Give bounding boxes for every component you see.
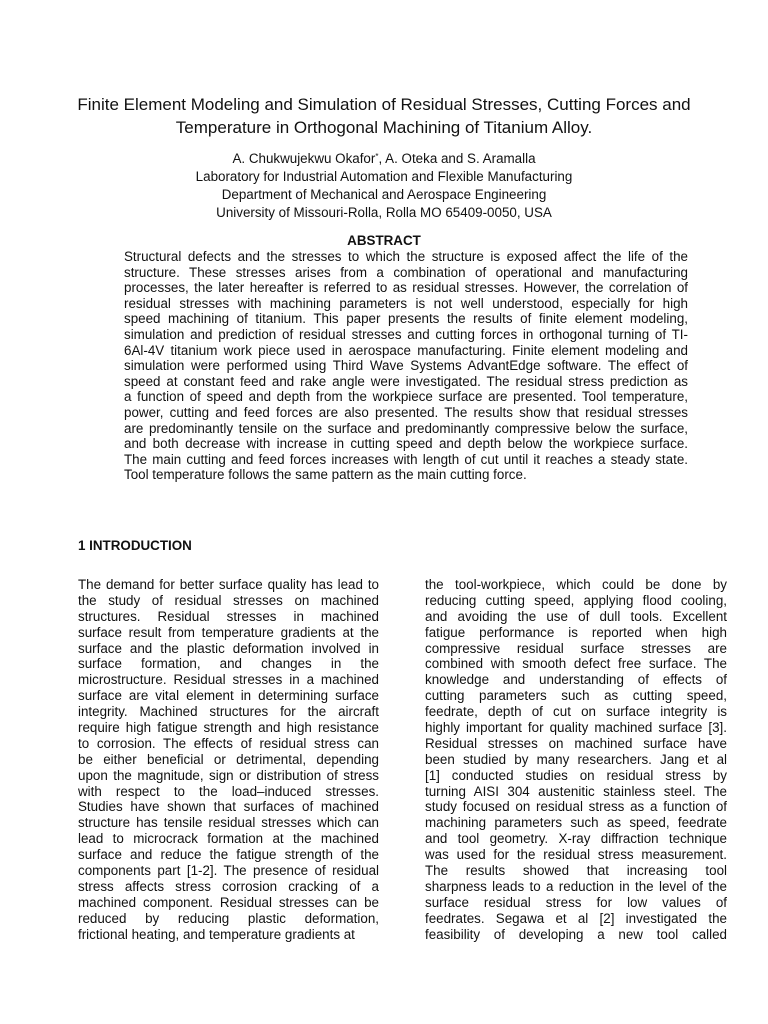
abstract-line: Tool temperature follows the same pattern as the main cutting force. xyxy=(124,467,527,483)
body-line: integrity. Machined structures for the aircraft xyxy=(78,704,379,720)
body-line: and tool geometry. X-ray diffraction technique xyxy=(425,831,727,847)
body-line: surface and reduce the fatigue strength of the xyxy=(78,847,379,863)
body-line: was used for the residual stress measurement. xyxy=(425,847,727,863)
abstract-line: speed at constant feed and rake angle were investigated. The residual stress prediction as xyxy=(124,373,688,389)
body-line: [1] conducted studies on residual stress by xyxy=(425,767,727,783)
abstract-body xyxy=(124,249,688,483)
body-line: surface are vital element in determining surface xyxy=(78,688,379,704)
author-primary: A. Chukwujekwu Okafor xyxy=(232,151,376,166)
affiliation-lab: Laboratory for Industrial Automation and Flexible Manufacturing xyxy=(195,169,573,184)
abstract-line: processes, the later hereafter is referred to as residual stresses. However, the correlation of xyxy=(124,280,688,296)
body-line: feedrates. Segawa et al [2] investigated the xyxy=(425,910,727,926)
body-line: surface and the plastic deformation involved in xyxy=(78,640,379,656)
author-others: , A. Oteka and S. Aramalla xyxy=(378,151,536,166)
body-line: the study of residual stresses on machined xyxy=(78,592,379,608)
abstract-line: and both decrease with increase in cutting speed and depth below the workpiece surface. xyxy=(124,436,688,452)
body-line: feasibility of developing a new tool called xyxy=(425,926,727,942)
body-line: highly important for quality machined surface [3]. xyxy=(425,720,727,736)
title-line-1: Finite Element Modeling and Simulation of Residual Stresses, Cutting Forces and xyxy=(77,95,691,114)
abstract-line: The main cutting and feed forces increases with length of cut until it reaches a steady state. xyxy=(124,451,688,467)
body-line: microstructure. Residual stresses in a machined xyxy=(78,672,379,688)
body-line: components part [1-2]. The presence of residual xyxy=(78,863,379,879)
abstract-line: speed machining of titanium. This paper presents the results of finite element modeling, xyxy=(124,311,688,327)
body-line: fatigue performance is reported when high xyxy=(425,624,727,640)
body-line: combined with smooth defect free surface. The xyxy=(425,656,727,672)
body-line: frictional heating, and temperature gradients at xyxy=(78,926,355,942)
body-line: structure has tensile residual stresses which can xyxy=(78,815,379,831)
abstract-line: 6Al-4V titanium work piece used in aerospace manufacturing. Finite element modeling and xyxy=(124,342,688,358)
body-line: compressive residual surface stresses are xyxy=(425,640,727,656)
body-line: The demand for better surface quality has lead to xyxy=(78,577,379,592)
body-line: surface residual stress for low values of xyxy=(425,894,727,910)
body-line: surface formation, and changes in the xyxy=(78,656,379,672)
body-line: require high fatigue strength and high resistance xyxy=(78,720,379,736)
body-line: upon the magnitude, sign or distribution of stress xyxy=(78,767,379,783)
body-line: and avoiding the use of dull tools. Excellent xyxy=(425,608,727,624)
abstract-line: are predominantly tensile on the surface and predominantly compressive below the surface, xyxy=(124,420,688,436)
body-line: reduced by reducing plastic deformation, xyxy=(78,910,379,926)
body-line: been studied by many researchers. Jang et al xyxy=(425,751,727,767)
body-line: feedrate, depth of cut on surface integrity is xyxy=(425,704,727,720)
paper-title xyxy=(60,93,708,139)
body-line: knowledge and understanding of effects of xyxy=(425,672,727,688)
body-line: The results showed that increasing tool xyxy=(425,863,727,879)
abstract-line: a function of speed and depth from the workpiece surface are presented. Tool temperature, xyxy=(124,389,688,405)
body-line: lead to microcrack formation at the machined xyxy=(78,831,379,847)
body-line: structures. Residual stresses in machined xyxy=(78,608,379,624)
body-line: stress affects stress corrosion cracking of a xyxy=(78,878,379,894)
body-line: study focused on residual stress as a function of xyxy=(425,799,727,815)
body-line: the tool-workpiece, which could be done by xyxy=(425,577,727,592)
abstract-line: power, cutting and feed forces are also presented. The results show that residual stresses xyxy=(124,404,688,420)
body-line: reducing cutting speed, applying flood cooling, xyxy=(425,592,727,608)
body-line: Studies have shown that surfaces of machined xyxy=(78,799,379,815)
introduction-left-column xyxy=(78,577,379,942)
abstract-line: Structural defects and the stresses to which the structure is exposed affect the life of the xyxy=(124,249,688,264)
corresponding-author-mark: * xyxy=(375,152,379,161)
affiliation-department: Department of Mechanical and Aerospace Engineering xyxy=(221,187,547,202)
body-line: to corrosion. The effects of residual stress can xyxy=(78,735,379,751)
affiliation-university: University of Missouri-Rolla, Rolla MO 65409-0050, USA xyxy=(216,205,552,220)
body-line: be either beneficial or detrimental, depending xyxy=(78,751,379,767)
body-line: surface result from temperature gradients at the xyxy=(78,624,379,640)
abstract-heading: ABSTRACT xyxy=(347,233,421,248)
abstract-line: simulation and prediction of residual stresses and cutting forces in orthogonal turning of TI- xyxy=(124,326,688,342)
body-line: Residual stresses on machined surface have xyxy=(425,735,727,751)
abstract-line: residual stresses with machining parameters is not well understood, especially for high xyxy=(124,295,688,311)
body-line: with respect to the load–induced stresses. xyxy=(78,783,379,799)
abstract-line: structure. These stresses arises from a combination of operational and manufacturing xyxy=(124,264,688,280)
section-heading-introduction: 1 INTRODUCTION xyxy=(78,538,192,553)
author-names xyxy=(100,150,668,168)
body-line: sharpness leads to a reduction in the level of the xyxy=(425,878,727,894)
body-line: turning AISI 304 austenitic stainless steel. The xyxy=(425,783,727,799)
body-line: machining parameters such as speed, feedrate xyxy=(425,815,727,831)
author-block xyxy=(100,150,668,222)
body-line: machined component. Residual stresses can be xyxy=(78,894,379,910)
body-line: cutting parameters such as cutting speed, xyxy=(425,688,727,704)
title-line-2: Temperature in Orthogonal Machining of Titanium Alloy. xyxy=(175,118,593,137)
introduction-right-column xyxy=(425,577,727,942)
abstract-line: simulation were performed using Third Wave Systems AdvantEdge software. The effect of xyxy=(124,358,688,374)
